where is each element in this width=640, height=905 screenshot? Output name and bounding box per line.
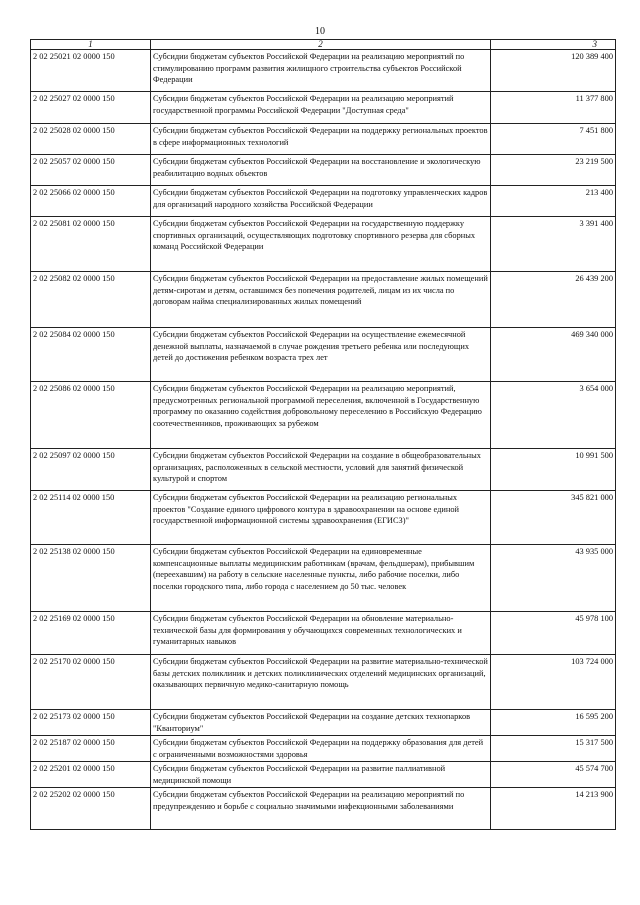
column-header-1: 1 bbox=[31, 40, 151, 50]
description-cell: Субсидии бюджетам субъектов Российской Федерации на реализацию мероприятий, предусмотренных региональной программой переселения, включенной в Государственную программу по оказанию содействия добровольному переселению в Российскую Федерацию соотечественников, проживающих за рубежом bbox=[151, 382, 491, 449]
amount-cell: 3 391 400 bbox=[491, 217, 616, 272]
amount-cell: 45 978 100 bbox=[491, 612, 616, 655]
amount-cell: 14 213 900 bbox=[491, 788, 616, 830]
description-cell: Субсидии бюджетам субъектов Российской Федерации на обновление материально-технической базы для формирования у обучающихся современных технологических и гуманитарных навыков bbox=[151, 612, 491, 655]
amount-cell: 345 821 000 bbox=[491, 491, 616, 545]
code-cell: 2 02 25187 02 0000 150 bbox=[31, 736, 151, 762]
table-row bbox=[31, 124, 616, 155]
description-cell: Субсидии бюджетам субъектов Российской Федерации на государственную поддержку спортивных организаций, осуществляющих подготовку спортивного резерва для сборных команд Российской Федерации bbox=[151, 217, 491, 272]
code-cell: 2 02 25086 02 0000 150 bbox=[31, 382, 151, 449]
amount-cell: 469 340 000 bbox=[491, 328, 616, 382]
table-row bbox=[31, 788, 616, 830]
description-cell: Субсидии бюджетам субъектов Российской Федерации на создание детских технопарков "Кванториум" bbox=[151, 710, 491, 736]
amount-cell: 11 377 800 bbox=[491, 92, 616, 124]
table-row bbox=[31, 155, 616, 186]
description-cell: Субсидии бюджетам субъектов Российской Федерации на реализацию мероприятий по стимулированию программ развития жилищного строительства субъектов Российской Федерации bbox=[151, 50, 491, 92]
description-cell: Субсидии бюджетам субъектов Российской Федерации на реализацию мероприятий государственной программы Российской Федерации "Доступная среда" bbox=[151, 92, 491, 124]
code-cell: 2 02 25201 02 0000 150 bbox=[31, 762, 151, 788]
description-cell: Субсидии бюджетам субъектов Российской Федерации на поддержку образования для детей с ограниченными возможностями здоровья bbox=[151, 736, 491, 762]
description-cell: Субсидии бюджетам субъектов Российской Федерации на развитие паллиативной медицинской помощи bbox=[151, 762, 491, 788]
amount-cell: 7 451 800 bbox=[491, 124, 616, 155]
description-cell: Субсидии бюджетам субъектов Российской Федерации на развитие материально-технической базы детских поликлиник и детских поликлинических отделений медицинских организаций, оказывающих первичную медико-санитарную помощь bbox=[151, 655, 491, 710]
amount-cell: 16 595 200 bbox=[491, 710, 616, 736]
description-cell: Субсидии бюджетам субъектов Российской Федерации на поддержку региональных проектов в сфере информационных технологий bbox=[151, 124, 491, 155]
table-row bbox=[31, 217, 616, 272]
description-cell: Субсидии бюджетам субъектов Российской Федерации на реализацию региональных проектов "Создание единого цифрового контура в здравоохранении на основе единой государственной информационной системы здравоохранения (ЕГИСЗ)" bbox=[151, 491, 491, 545]
amount-cell: 10 991 500 bbox=[491, 449, 616, 491]
code-cell: 2 02 25173 02 0000 150 bbox=[31, 710, 151, 736]
amount-cell: 213 400 bbox=[491, 186, 616, 217]
table-row bbox=[31, 272, 616, 328]
code-cell: 2 02 25114 02 0000 150 bbox=[31, 491, 151, 545]
table-row bbox=[31, 545, 616, 612]
code-cell: 2 02 25081 02 0000 150 bbox=[31, 217, 151, 272]
code-cell: 2 02 25082 02 0000 150 bbox=[31, 272, 151, 328]
code-cell: 2 02 25169 02 0000 150 bbox=[31, 612, 151, 655]
code-cell: 2 02 25084 02 0000 150 bbox=[31, 328, 151, 382]
code-cell: 2 02 25138 02 0000 150 bbox=[31, 545, 151, 612]
table-row bbox=[31, 92, 616, 124]
code-cell: 2 02 25170 02 0000 150 bbox=[31, 655, 151, 710]
page-number: 10 bbox=[315, 26, 325, 37]
description-cell: Субсидии бюджетам субъектов Российской Федерации на реализацию мероприятий по предупреждению и борьбе с социально значимыми инфекционными заболеваниями bbox=[151, 788, 491, 830]
table-header-row bbox=[31, 40, 616, 50]
amount-cell: 120 389 400 bbox=[491, 50, 616, 92]
code-cell: 2 02 25202 02 0000 150 bbox=[31, 788, 151, 830]
amount-cell: 45 574 700 bbox=[491, 762, 616, 788]
table-row bbox=[31, 328, 616, 382]
budget-table bbox=[30, 39, 616, 830]
description-cell: Субсидии бюджетам субъектов Российской Федерации на осуществление ежемесячной денежной выплаты, назначаемой в случае рождения третьего ребенка или последующих детей до достижения ребенком возраста трех лет bbox=[151, 328, 491, 382]
amount-cell: 23 219 500 bbox=[491, 155, 616, 186]
table-row bbox=[31, 762, 616, 788]
table-row bbox=[31, 186, 616, 217]
table-row bbox=[31, 449, 616, 491]
code-cell: 2 02 25057 02 0000 150 bbox=[31, 155, 151, 186]
code-cell: 2 02 25097 02 0000 150 bbox=[31, 449, 151, 491]
table-row bbox=[31, 491, 616, 545]
description-cell: Субсидии бюджетам субъектов Российской Федерации на подготовку управленческих кадров для организаций народного хозяйства Российской Федерации bbox=[151, 186, 491, 217]
table-row bbox=[31, 382, 616, 449]
table-row bbox=[31, 655, 616, 710]
description-cell: Субсидии бюджетам субъектов Российской Федерации на создание в общеобразовательных организациях, расположенных в сельской местности, условий для занятий физической культурой и спортом bbox=[151, 449, 491, 491]
code-cell: 2 02 25027 02 0000 150 bbox=[31, 92, 151, 124]
table-row bbox=[31, 612, 616, 655]
table-row bbox=[31, 50, 616, 92]
amount-cell: 15 317 500 bbox=[491, 736, 616, 762]
description-cell: Субсидии бюджетам субъектов Российской Федерации на единовременные компенсационные выплаты медицинским работникам (врачам, фельдшерам), прибывшим (переехавшим) на работу в сельские населенные пункты, либо рабочие поселки, либо поселки городского типа, либо города с населением до 50 тыс. человек bbox=[151, 545, 491, 612]
description-cell: Субсидии бюджетам субъектов Российской Федерации на восстановление и экологическую реабилитацию водных объектов bbox=[151, 155, 491, 186]
code-cell: 2 02 25066 02 0000 150 bbox=[31, 186, 151, 217]
code-cell: 2 02 25028 02 0000 150 bbox=[31, 124, 151, 155]
code-cell: 2 02 25021 02 0000 150 bbox=[31, 50, 151, 92]
column-header-2: 2 bbox=[151, 40, 491, 50]
column-header-3: 3 bbox=[491, 40, 616, 50]
amount-cell: 26 439 200 bbox=[491, 272, 616, 328]
amount-cell: 43 935 000 bbox=[491, 545, 616, 612]
table-row bbox=[31, 736, 616, 762]
amount-cell: 3 654 000 bbox=[491, 382, 616, 449]
table-row bbox=[31, 710, 616, 736]
amount-cell: 103 724 000 bbox=[491, 655, 616, 710]
description-cell: Субсидии бюджетам субъектов Российской Федерации на предоставление жилых помещений детям-сиротам и детям, оставшимся без попечения родителей, лицам из их числа по договорам найма специализированных жилых помещений bbox=[151, 272, 491, 328]
